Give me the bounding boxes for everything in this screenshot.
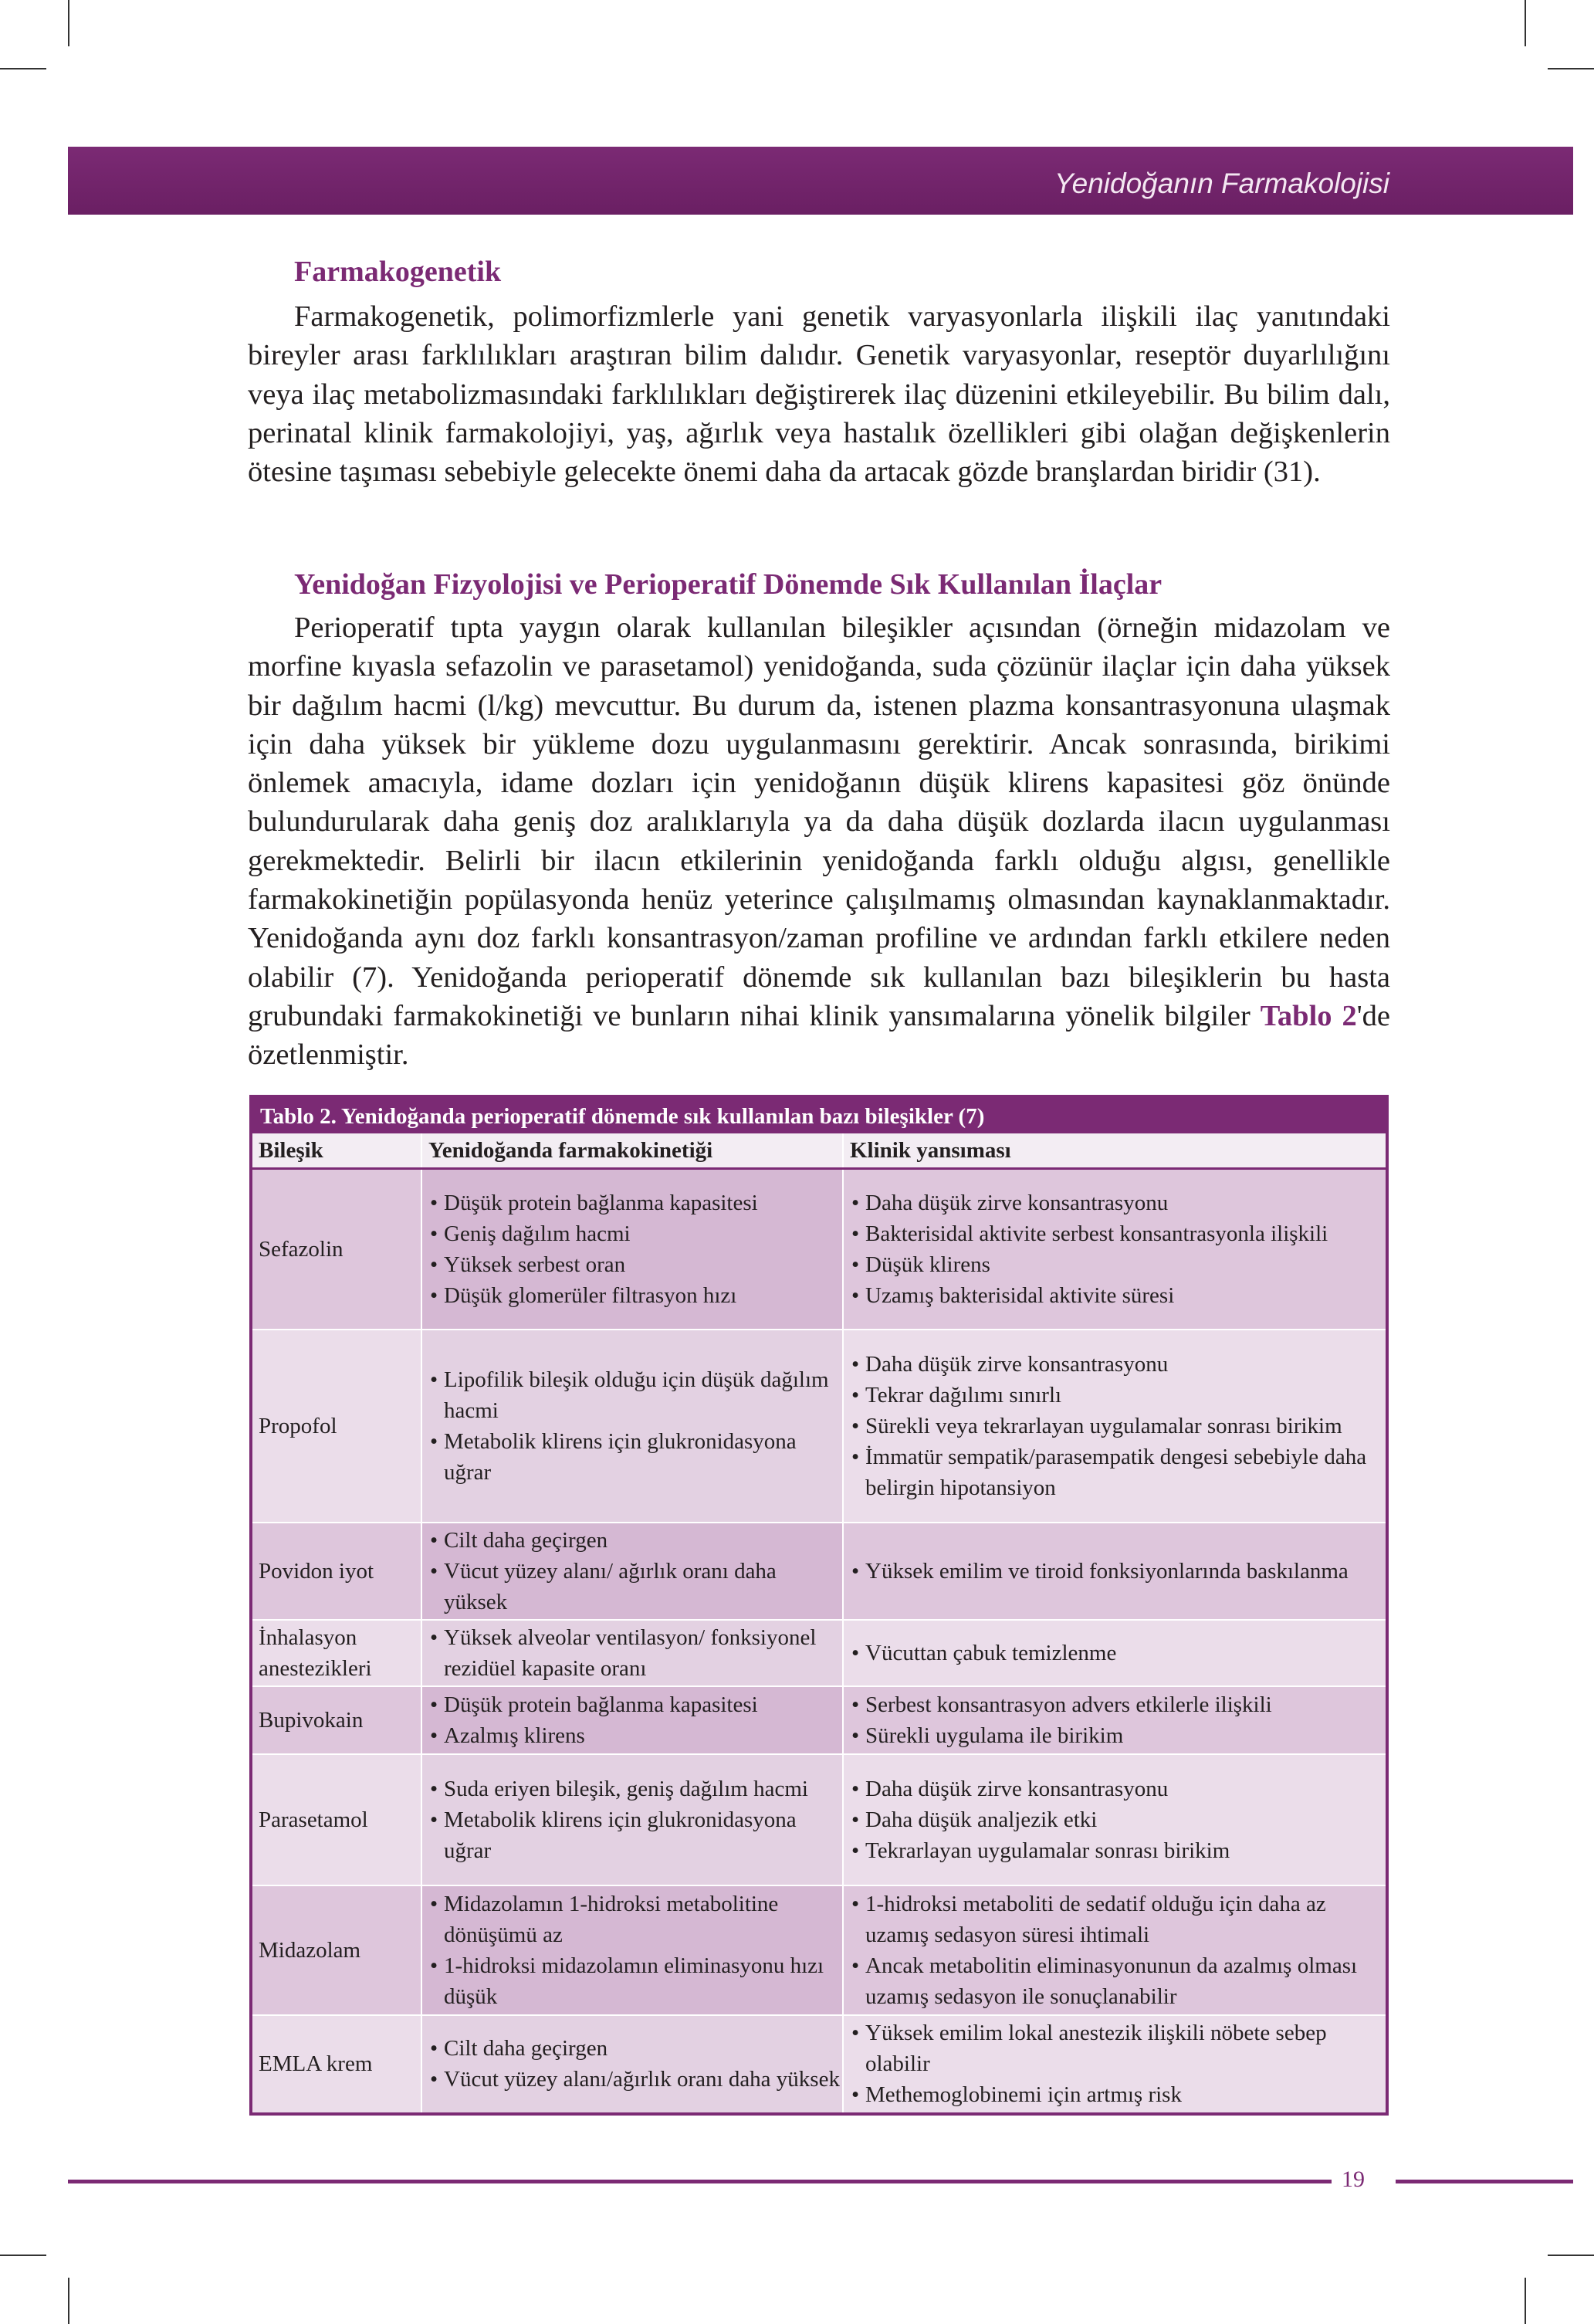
pharmacokinetics-item: • Düşük glomerüler filtrasyon hızı (428, 1280, 842, 1311)
clinical-effect-cell (843, 1523, 1386, 1620)
compound-name: Bupivokain (252, 1686, 421, 1754)
pharmacokinetics-cell (421, 1523, 843, 1620)
pharmacokinetics-cell (421, 1885, 843, 2015)
column-header-clinical: Klinik yansıması (843, 1133, 1386, 1169)
pharmacokinetics-item: • Vücut yüzey alanı/ ağırlık oranı daha yüksek (428, 1556, 842, 1618)
pharmacokinetics-cell (421, 1754, 843, 1885)
clinical-effect-item: • İmmatür sempatik/parasempatik dengesi sebebiyle daha belirgin hipotansiyon (850, 1441, 1386, 1503)
clinical-effect-list (850, 1349, 1386, 1503)
pharmacokinetics-item: • Midazolamın 1-hidroksi metabolitine dönüşümü az (428, 1889, 842, 1950)
table-row (252, 1885, 1386, 2015)
pharmacokinetics-cell (421, 1330, 843, 1523)
crop-mark (68, 2278, 69, 2324)
clinical-effect-cell (843, 1620, 1386, 1686)
table-row (252, 1754, 1386, 1885)
pharmacokinetics-item: • Cilt daha geçirgen (428, 1525, 842, 1556)
compound-name: EMLA krem (252, 2015, 421, 2112)
paragraph-perioperatif (248, 608, 1390, 1075)
pharmacokinetics-item: • Yüksek serbest oran (428, 1249, 842, 1280)
clinical-effect-list (850, 1889, 1386, 2012)
page-number: 19 (1342, 2166, 1365, 2192)
drug-table (249, 1095, 1389, 2116)
column-header-pharmacokinetics: Yenidoğanda farmakokinetiği (421, 1133, 843, 1169)
footer-rule-left (68, 2180, 1332, 2183)
table-row (252, 1686, 1386, 1754)
clinical-effect-item: • 1-hidroksi metaboliti de sedatif olduğu için daha az uzamış sedasyon süresi ihtimali (850, 1889, 1386, 1950)
clinical-effect-item: • Methemoglobinemi için artmış risk (850, 2079, 1386, 2110)
pharmacokinetics-list (428, 1773, 842, 1866)
clinical-effect-item: • Daha düşük zirve konsantrasyonu (850, 1349, 1386, 1380)
pharmacokinetics-list (428, 1889, 842, 2012)
clinical-effect-cell (843, 1885, 1386, 2015)
compound-name: Povidon iyot (252, 1523, 421, 1620)
table-row (252, 1169, 1386, 1330)
clinical-effect-item: • Bakterisidal aktivite serbest konsantrasyonla ilişkili (850, 1218, 1386, 1249)
pharmacokinetics-item: • Geniş dağılım hacmi (428, 1218, 842, 1249)
table-row (252, 1523, 1386, 1620)
compound-name: Midazolam (252, 1885, 421, 2015)
pharmacokinetics-cell (421, 1686, 843, 1754)
compound-name: İnhalasyon anestezikleri (252, 1620, 421, 1686)
pharmacokinetics-cell (421, 1169, 843, 1330)
paragraph-text-end: 'de özetlenmiştir. (248, 999, 1390, 1072)
clinical-effect-item: • Yüksek emilim lokal anestezik ilişkili nöbete sebep olabilir (850, 2017, 1386, 2079)
clinical-effect-item: • Uzamış bakterisidal aktivite süresi (850, 1280, 1386, 1311)
clinical-effect-item: • Yüksek emilim ve tiroid fonksiyonlarında baskılanma (850, 1556, 1386, 1587)
compound-name: Propofol (252, 1330, 421, 1523)
section-title-perioperatif: Yenidoğan Fizyolojisi ve Perioperatif Dönemde Sık Kullanılan İlaçlar (294, 568, 1163, 601)
clinical-effect-item: • Daha düşük zirve konsantrasyonu (850, 1187, 1386, 1218)
clinical-effect-item: • Daha düşük zirve konsantrasyonu (850, 1773, 1386, 1804)
clinical-effect-cell (843, 1686, 1386, 1754)
pharmacokinetics-item: • Lipofilik bileşik olduğu için düşük dağılım hacmi (428, 1364, 842, 1426)
pharmacokinetics-item: • Düşük protein bağlanma kapasitesi (428, 1187, 842, 1218)
crop-mark (0, 2255, 46, 2256)
clinical-effect-item: • Tekrarlayan uygulamalar sonrası birikim (850, 1835, 1386, 1866)
clinical-effect-list (850, 1638, 1386, 1668)
pharmacokinetics-list (428, 1622, 842, 1684)
table-row (252, 2015, 1386, 2112)
table-caption: Tablo 2. Yenidoğanda perioperatif dönemde sık kullanılan bazı bileşikler (7) (252, 1098, 1386, 1133)
pharmacokinetics-item: • 1-hidroksi midazolamın eliminasyonu hızı düşük (428, 1950, 842, 2012)
clinical-effect-list (850, 1187, 1386, 1311)
running-header-title: Yenidoğanın Farmakolojisi (1054, 168, 1389, 199)
paragraph-text: Perioperatif tıpta yaygın olarak kullanılan bileşikler açısından (örneğin midazolam ve morfine kıyasla sefazolin ve parasetamol) yenidoğanda, suda çözünür ilaçlar için daha yüksek bir dağılım hacmi (l/kg) mevcuttur. Bu durum da, istenen plazma konsantrasyonuna ulaşmak için daha yüksek bir yükleme dozu uygulanmasını gerektirir. Ancak sonrasında, birikimi önlemek amacıyla, idame dozları için yenidoğanın düşük klirens kapasitesi göz önünde bulundurularak daha geniş doz aralıklarıyla ya da daha düşük dozlarda ilacın uygulanması gerekmektedir. Belirli bir ilacın etkilerinin yenidoğanda farklı olduğu algısı, genellikle farmakokinetiğin popülasyonda henüz yeterince çalışılmamış olmasından kaynaklanmaktadır. Yenidoğanda aynı doz farklı konsantrasyon/zaman profiline ve ardından farklı etkilere neden olabilir (7). Yenidoğanda perioperatif dönemde sık kullanılan bazı bileşiklerin bu hasta grubundaki farmakokinetiği ve bunların nihai klinik yansımalarına yönelik bilgiler (248, 611, 1390, 1032)
clinical-effect-item: • Düşük klirens (850, 1249, 1386, 1280)
section-title-farmakogenetik: Farmakogenetik (294, 256, 502, 288)
crop-mark (0, 68, 46, 69)
clinical-effect-item: • Tekrar dağılımı sınırlı (850, 1380, 1386, 1411)
pharmacokinetics-list (428, 1525, 842, 1618)
table-row (252, 1330, 1386, 1523)
pharmacokinetics-item: • Azalmış klirens (428, 1720, 842, 1751)
clinical-effect-item: • Ancak metabolitin eliminasyonunun da azalmış olması uzamış sedasyon ile sonuçlanabilir (850, 1950, 1386, 2012)
pharmacokinetics-cell (421, 1620, 843, 1686)
clinical-effect-cell (843, 1330, 1386, 1523)
pharmacokinetics-item: • Metabolik klirens için glukronidasyona uğrar (428, 1426, 842, 1488)
clinical-effect-cell (843, 1754, 1386, 1885)
table-body (252, 1169, 1386, 2112)
pharmacokinetics-item: • Vücut yüzey alanı/ağırlık oranı daha yüksek (428, 2064, 842, 2095)
clinical-effect-list (850, 1689, 1386, 1751)
table-grid (252, 1133, 1386, 2112)
clinical-effect-list (850, 1773, 1386, 1866)
pharmacokinetics-item: • Yüksek alveolar ventilasyon/ fonksiyonel rezidüel kapasite oranı (428, 1622, 842, 1684)
header-bar (68, 147, 1573, 215)
clinical-effect-cell (843, 2015, 1386, 2112)
compound-name: Sefazolin (252, 1169, 421, 1330)
footer-rule-right (1396, 2180, 1573, 2183)
clinical-effect-item: • Vücuttan çabuk temizlenme (850, 1638, 1386, 1668)
crop-mark (68, 0, 69, 46)
pharmacokinetics-list (428, 1364, 842, 1488)
clinical-effect-list (850, 1556, 1386, 1587)
pharmacokinetics-item: • Cilt daha geçirgen (428, 2033, 842, 2064)
pharmacokinetics-list (428, 1689, 842, 1751)
crop-mark (1525, 2278, 1526, 2324)
crop-mark (1548, 2255, 1594, 2256)
table-header-row (252, 1133, 1386, 1169)
crop-mark (1525, 0, 1526, 46)
clinical-effect-list (850, 2017, 1386, 2110)
clinical-effect-cell (843, 1169, 1386, 1330)
paragraph-farmakogenetik: Farmakogenetik, polimorfizmlerle yani genetik varyasyonlarla ilişkili ilaç yanıtındaki bireyler arası farklılıkları araştıran bilim dalıdır. Genetik varyasyonlar, reseptör duyarlılığını veya ilaç metabolizmasındaki farklılıkları değiştirerek ilaç düzenini etkileyebilir. Bu bilim dalı, perinatal klinik farmakolojiyi, yaş, ağırlık veya hastalık özellikleri gibi olağan değişkenlerin ötesine taşıması sebebiyle gelecekte önemi daha da artacak gözde branşlardan biridir (31). (248, 300, 1390, 489)
pharmacokinetics-item: • Metabolik klirens için glukronidasyona uğrar (428, 1804, 842, 1866)
pharmacokinetics-item: • Düşük protein bağlanma kapasitesi (428, 1689, 842, 1720)
clinical-effect-item: • Daha düşük analjezik etki (850, 1804, 1386, 1835)
pharmacokinetics-item: • Suda eriyen bileşik, geniş dağılım hacmi (428, 1773, 842, 1804)
pharmacokinetics-list (428, 1187, 842, 1311)
table-row (252, 1620, 1386, 1686)
column-header-compound: Bileşik (252, 1133, 421, 1169)
crop-mark (1548, 68, 1594, 69)
pharmacokinetics-cell (421, 2015, 843, 2112)
clinical-effect-item: • Sürekli veya tekrarlayan uygulamalar sonrası birikim (850, 1411, 1386, 1441)
pharmacokinetics-list (428, 2033, 842, 2095)
clinical-effect-item: • Sürekli uygulama ile birikim (850, 1720, 1386, 1751)
compound-name: Parasetamol (252, 1754, 421, 1885)
table-reference-link[interactable]: Tablo 2 (1260, 999, 1357, 1032)
clinical-effect-item: • Serbest konsantrasyon advers etkilerle ilişkili (850, 1689, 1386, 1720)
